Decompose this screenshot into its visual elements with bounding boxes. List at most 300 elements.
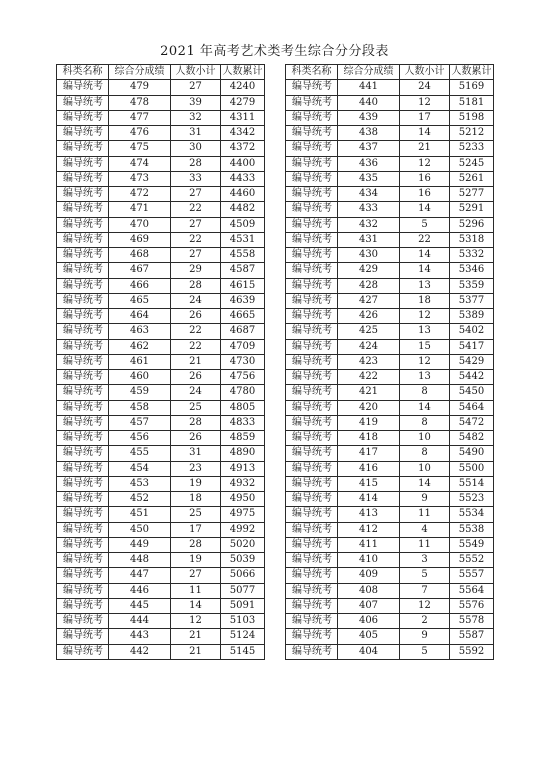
cell-score: 428 xyxy=(338,278,400,293)
cell-score: 463 xyxy=(109,324,171,339)
cell-category: 编导统考 xyxy=(57,232,109,247)
cell-score: 411 xyxy=(338,537,400,552)
cell-cumulative: 5576 xyxy=(450,598,494,613)
table-row xyxy=(57,309,265,324)
cell-count: 26 xyxy=(171,370,221,385)
cell-category: 编导统考 xyxy=(286,110,338,125)
table-row xyxy=(286,278,494,293)
cell-score: 440 xyxy=(338,95,400,110)
cell-count: 24 xyxy=(171,293,221,308)
header-category: 科类名称 xyxy=(286,65,338,80)
cell-cumulative: 5587 xyxy=(450,629,494,644)
cell-cumulative: 5077 xyxy=(221,583,265,598)
table-row xyxy=(286,156,494,171)
cell-score: 458 xyxy=(109,400,171,415)
cell-cumulative: 5549 xyxy=(450,537,494,552)
cell-cumulative: 4833 xyxy=(221,415,265,430)
header-score: 综合分成绩 xyxy=(109,65,171,80)
cell-category: 编导统考 xyxy=(286,598,338,613)
cell-score: 476 xyxy=(109,126,171,141)
cell-score: 433 xyxy=(338,202,400,217)
cell-cumulative: 5377 xyxy=(450,293,494,308)
cell-cumulative: 5464 xyxy=(450,400,494,415)
cell-score: 435 xyxy=(338,171,400,186)
cell-count: 23 xyxy=(171,461,221,476)
table-row xyxy=(286,126,494,141)
cell-category: 编导统考 xyxy=(57,629,109,644)
cell-score: 445 xyxy=(109,598,171,613)
cell-score: 413 xyxy=(338,507,400,522)
cell-cumulative: 4587 xyxy=(221,263,265,278)
table-row xyxy=(57,293,265,308)
cell-cumulative: 4372 xyxy=(221,141,265,156)
cell-score: 460 xyxy=(109,370,171,385)
table-body-right xyxy=(286,80,494,660)
cell-cumulative: 5145 xyxy=(221,644,265,659)
table-row xyxy=(57,126,265,141)
score-table-right xyxy=(285,64,494,660)
cell-category: 编导统考 xyxy=(286,187,338,202)
cell-count: 27 xyxy=(171,248,221,263)
cell-cumulative: 4709 xyxy=(221,339,265,354)
cell-cumulative: 4460 xyxy=(221,187,265,202)
cell-category: 编导统考 xyxy=(57,202,109,217)
table-row xyxy=(57,461,265,476)
header-count: 人数小计 xyxy=(400,65,450,80)
table-row xyxy=(286,553,494,568)
table-row xyxy=(57,537,265,552)
table-header-row xyxy=(57,65,265,80)
table-row xyxy=(57,263,265,278)
cell-category: 编导统考 xyxy=(57,507,109,522)
cell-count: 5 xyxy=(400,568,450,583)
cell-score: 447 xyxy=(109,568,171,583)
table-row xyxy=(57,187,265,202)
cell-score: 439 xyxy=(338,110,400,125)
cell-category: 编导统考 xyxy=(57,522,109,537)
header-cumulative: 人数累计 xyxy=(450,65,494,80)
cell-count: 31 xyxy=(171,126,221,141)
cell-cumulative: 5482 xyxy=(450,431,494,446)
cell-category: 编导统考 xyxy=(286,629,338,644)
cell-category: 编导统考 xyxy=(286,80,338,95)
table-row xyxy=(286,415,494,430)
cell-category: 编导统考 xyxy=(57,293,109,308)
cell-count: 27 xyxy=(171,80,221,95)
cell-category: 编导统考 xyxy=(286,217,338,232)
cell-score: 470 xyxy=(109,217,171,232)
cell-count: 21 xyxy=(171,629,221,644)
cell-cumulative: 5066 xyxy=(221,568,265,583)
table-row xyxy=(57,370,265,385)
table-row xyxy=(57,598,265,613)
cell-cumulative: 4992 xyxy=(221,522,265,537)
cell-count: 27 xyxy=(171,187,221,202)
cell-count: 12 xyxy=(171,614,221,629)
cell-category: 编导统考 xyxy=(286,309,338,324)
cell-count: 21 xyxy=(171,644,221,659)
cell-count: 32 xyxy=(171,110,221,125)
cell-score: 457 xyxy=(109,415,171,430)
table-row xyxy=(286,507,494,522)
cell-cumulative: 4975 xyxy=(221,507,265,522)
cell-count: 9 xyxy=(400,629,450,644)
cell-count: 28 xyxy=(171,156,221,171)
cell-count: 12 xyxy=(400,354,450,369)
table-row xyxy=(57,476,265,491)
cell-cumulative: 5592 xyxy=(450,644,494,659)
cell-score: 478 xyxy=(109,95,171,110)
cell-category: 编导统考 xyxy=(57,263,109,278)
table-row xyxy=(286,354,494,369)
table-row xyxy=(57,431,265,446)
table-row xyxy=(57,202,265,217)
cell-category: 编导统考 xyxy=(57,553,109,568)
cell-score: 432 xyxy=(338,217,400,232)
cell-category: 编导统考 xyxy=(286,446,338,461)
cell-category: 编导统考 xyxy=(286,431,338,446)
table-row xyxy=(57,644,265,659)
table-row xyxy=(57,354,265,369)
table-row xyxy=(286,446,494,461)
cell-cumulative: 5296 xyxy=(450,217,494,232)
table-row xyxy=(57,614,265,629)
cell-count: 14 xyxy=(400,126,450,141)
cell-cumulative: 5261 xyxy=(450,171,494,186)
cell-score: 453 xyxy=(109,476,171,491)
cell-category: 编导统考 xyxy=(57,598,109,613)
cell-count: 17 xyxy=(171,522,221,537)
cell-count: 39 xyxy=(171,95,221,110)
cell-category: 编导统考 xyxy=(286,126,338,141)
cell-count: 26 xyxy=(171,431,221,446)
table-row xyxy=(57,492,265,507)
cell-count: 10 xyxy=(400,461,450,476)
cell-score: 426 xyxy=(338,309,400,324)
table-body-left xyxy=(57,80,265,660)
cell-cumulative: 4890 xyxy=(221,446,265,461)
cell-count: 14 xyxy=(171,598,221,613)
cell-category: 编导统考 xyxy=(57,492,109,507)
table-row xyxy=(286,80,494,95)
table-row xyxy=(286,110,494,125)
cell-count: 21 xyxy=(400,141,450,156)
cell-cumulative: 5402 xyxy=(450,324,494,339)
cell-cumulative: 4342 xyxy=(221,126,265,141)
cell-category: 编导统考 xyxy=(57,339,109,354)
cell-score: 422 xyxy=(338,370,400,385)
table-row xyxy=(57,141,265,156)
cell-category: 编导统考 xyxy=(286,568,338,583)
cell-score: 462 xyxy=(109,339,171,354)
cell-cumulative: 5578 xyxy=(450,614,494,629)
cell-count: 12 xyxy=(400,95,450,110)
cell-cumulative: 5332 xyxy=(450,248,494,263)
cell-category: 编导统考 xyxy=(57,309,109,324)
cell-cumulative: 5198 xyxy=(450,110,494,125)
cell-category: 编导统考 xyxy=(57,187,109,202)
table-row xyxy=(286,385,494,400)
cell-count: 12 xyxy=(400,598,450,613)
cell-score: 469 xyxy=(109,232,171,247)
cell-score: 421 xyxy=(338,385,400,400)
cell-score: 408 xyxy=(338,583,400,598)
table-row xyxy=(57,400,265,415)
table-row xyxy=(286,400,494,415)
table-row xyxy=(57,415,265,430)
table-row xyxy=(57,324,265,339)
cell-score: 444 xyxy=(109,614,171,629)
cell-count: 24 xyxy=(400,80,450,95)
cell-category: 编导统考 xyxy=(286,248,338,263)
cell-cumulative: 5318 xyxy=(450,232,494,247)
cell-score: 437 xyxy=(338,141,400,156)
table-row xyxy=(57,385,265,400)
cell-score: 417 xyxy=(338,446,400,461)
cell-count: 27 xyxy=(171,217,221,232)
cell-score: 429 xyxy=(338,263,400,278)
table-row xyxy=(286,431,494,446)
table-row xyxy=(286,187,494,202)
table-row xyxy=(286,598,494,613)
cell-cumulative: 5417 xyxy=(450,339,494,354)
cell-count: 33 xyxy=(171,171,221,186)
cell-score: 423 xyxy=(338,354,400,369)
cell-cumulative: 5523 xyxy=(450,492,494,507)
cell-category: 编导统考 xyxy=(57,431,109,446)
table-row xyxy=(57,95,265,110)
cell-score: 454 xyxy=(109,461,171,476)
cell-score: 424 xyxy=(338,339,400,354)
cell-category: 编导统考 xyxy=(57,354,109,369)
cell-score: 448 xyxy=(109,553,171,568)
cell-count: 3 xyxy=(400,553,450,568)
cell-score: 474 xyxy=(109,156,171,171)
table-row xyxy=(286,568,494,583)
cell-score: 471 xyxy=(109,202,171,217)
cell-count: 14 xyxy=(400,248,450,263)
cell-cumulative: 4558 xyxy=(221,248,265,263)
cell-count: 14 xyxy=(400,400,450,415)
cell-count: 12 xyxy=(400,309,450,324)
cell-count: 22 xyxy=(171,324,221,339)
cell-category: 编导统考 xyxy=(286,507,338,522)
table-row xyxy=(286,293,494,308)
cell-score: 420 xyxy=(338,400,400,415)
cell-category: 编导统考 xyxy=(57,537,109,552)
cell-score: 438 xyxy=(338,126,400,141)
table-row xyxy=(286,614,494,629)
cell-score: 451 xyxy=(109,507,171,522)
table-row xyxy=(286,263,494,278)
table-row xyxy=(286,232,494,247)
cell-count: 22 xyxy=(171,339,221,354)
cell-score: 449 xyxy=(109,537,171,552)
cell-category: 编导统考 xyxy=(286,522,338,537)
cell-cumulative: 5039 xyxy=(221,553,265,568)
cell-count: 22 xyxy=(171,232,221,247)
table-row xyxy=(57,80,265,95)
cell-category: 编导统考 xyxy=(286,385,338,400)
cell-category: 编导统考 xyxy=(286,553,338,568)
table-row xyxy=(286,461,494,476)
cell-score: 404 xyxy=(338,644,400,659)
cell-cumulative: 5169 xyxy=(450,80,494,95)
cell-category: 编导统考 xyxy=(57,278,109,293)
cell-cumulative: 5346 xyxy=(450,263,494,278)
cell-category: 编导统考 xyxy=(57,370,109,385)
cell-cumulative: 5212 xyxy=(450,126,494,141)
cell-score: 442 xyxy=(109,644,171,659)
cell-count: 2 xyxy=(400,614,450,629)
cell-count: 13 xyxy=(400,324,450,339)
cell-count: 30 xyxy=(171,141,221,156)
cell-score: 431 xyxy=(338,232,400,247)
cell-category: 编导统考 xyxy=(286,95,338,110)
cell-score: 405 xyxy=(338,629,400,644)
cell-count: 27 xyxy=(171,568,221,583)
cell-category: 编导统考 xyxy=(57,80,109,95)
table-row xyxy=(286,324,494,339)
cell-category: 编导统考 xyxy=(286,171,338,186)
cell-category: 编导统考 xyxy=(286,263,338,278)
cell-cumulative: 4687 xyxy=(221,324,265,339)
cell-category: 编导统考 xyxy=(57,126,109,141)
cell-category: 编导统考 xyxy=(57,110,109,125)
table-row xyxy=(286,644,494,659)
cell-category: 编导统考 xyxy=(57,248,109,263)
cell-count: 14 xyxy=(400,476,450,491)
cell-cumulative: 5091 xyxy=(221,598,265,613)
cell-count: 15 xyxy=(400,339,450,354)
cell-category: 编导统考 xyxy=(286,400,338,415)
table-row xyxy=(57,522,265,537)
cell-cumulative: 5534 xyxy=(450,507,494,522)
table-row xyxy=(286,248,494,263)
cell-score: 461 xyxy=(109,354,171,369)
cell-category: 编导统考 xyxy=(286,461,338,476)
cell-cumulative: 5389 xyxy=(450,309,494,324)
cell-score: 467 xyxy=(109,263,171,278)
header-cumulative: 人数累计 xyxy=(221,65,265,80)
cell-category: 编导统考 xyxy=(286,156,338,171)
cell-cumulative: 4311 xyxy=(221,110,265,125)
cell-score: 477 xyxy=(109,110,171,125)
cell-cumulative: 5490 xyxy=(450,446,494,461)
cell-category: 编导统考 xyxy=(286,537,338,552)
cell-score: 418 xyxy=(338,431,400,446)
cell-count: 5 xyxy=(400,217,450,232)
cell-category: 编导统考 xyxy=(286,278,338,293)
cell-cumulative: 4665 xyxy=(221,309,265,324)
cell-count: 31 xyxy=(171,446,221,461)
cell-count: 13 xyxy=(400,278,450,293)
table-row xyxy=(286,171,494,186)
cell-cumulative: 5557 xyxy=(450,568,494,583)
table-row xyxy=(57,583,265,598)
cell-cumulative: 5103 xyxy=(221,614,265,629)
cell-cumulative: 5181 xyxy=(450,95,494,110)
cell-cumulative: 4913 xyxy=(221,461,265,476)
cell-count: 11 xyxy=(400,537,450,552)
cell-count: 8 xyxy=(400,385,450,400)
header-score: 综合分成绩 xyxy=(338,65,400,80)
cell-category: 编导统考 xyxy=(57,141,109,156)
cell-count: 19 xyxy=(171,476,221,491)
cell-count: 10 xyxy=(400,431,450,446)
cell-score: 427 xyxy=(338,293,400,308)
cell-score: 450 xyxy=(109,522,171,537)
table-row xyxy=(286,522,494,537)
cell-cumulative: 4482 xyxy=(221,202,265,217)
cell-score: 446 xyxy=(109,583,171,598)
table-row xyxy=(57,629,265,644)
header-count: 人数小计 xyxy=(171,65,221,80)
cell-category: 编导统考 xyxy=(57,583,109,598)
table-row xyxy=(57,156,265,171)
cell-score: 443 xyxy=(109,629,171,644)
cell-count: 13 xyxy=(400,370,450,385)
cell-score: 414 xyxy=(338,492,400,507)
cell-cumulative: 4433 xyxy=(221,171,265,186)
table-row xyxy=(286,370,494,385)
cell-score: 419 xyxy=(338,415,400,430)
cell-cumulative: 4639 xyxy=(221,293,265,308)
page-title: 2021 年高考艺术类考生综合分分段表 xyxy=(160,44,389,59)
cell-count: 18 xyxy=(400,293,450,308)
table-header-row xyxy=(286,65,494,80)
cell-category: 编导统考 xyxy=(286,644,338,659)
cell-cumulative: 5564 xyxy=(450,583,494,598)
table-row xyxy=(57,446,265,461)
cell-category: 编导统考 xyxy=(57,461,109,476)
cell-category: 编导统考 xyxy=(286,492,338,507)
cell-cumulative: 5500 xyxy=(450,461,494,476)
cell-cumulative: 4279 xyxy=(221,95,265,110)
cell-cumulative: 5450 xyxy=(450,385,494,400)
cell-cumulative: 5472 xyxy=(450,415,494,430)
cell-cumulative: 5552 xyxy=(450,553,494,568)
cell-category: 编导统考 xyxy=(57,568,109,583)
cell-score: 441 xyxy=(338,80,400,95)
cell-count: 28 xyxy=(171,415,221,430)
cell-score: 436 xyxy=(338,156,400,171)
cell-count: 19 xyxy=(171,553,221,568)
cell-cumulative: 5245 xyxy=(450,156,494,171)
cell-count: 22 xyxy=(171,202,221,217)
cell-count: 28 xyxy=(171,537,221,552)
cell-category: 编导统考 xyxy=(286,232,338,247)
cell-count: 5 xyxy=(400,644,450,659)
cell-cumulative: 5538 xyxy=(450,522,494,537)
cell-score: 425 xyxy=(338,324,400,339)
cell-score: 468 xyxy=(109,248,171,263)
cell-score: 466 xyxy=(109,278,171,293)
table-row xyxy=(57,507,265,522)
cell-cumulative: 5124 xyxy=(221,629,265,644)
cell-category: 编导统考 xyxy=(286,583,338,598)
cell-category: 编导统考 xyxy=(286,339,338,354)
cell-category: 编导统考 xyxy=(57,644,109,659)
cell-category: 编导统考 xyxy=(286,370,338,385)
cell-cumulative: 4780 xyxy=(221,385,265,400)
cell-category: 编导统考 xyxy=(286,141,338,156)
table-row xyxy=(57,339,265,354)
cell-score: 416 xyxy=(338,461,400,476)
cell-category: 编导统考 xyxy=(57,614,109,629)
cell-category: 编导统考 xyxy=(286,415,338,430)
table-row xyxy=(286,537,494,552)
